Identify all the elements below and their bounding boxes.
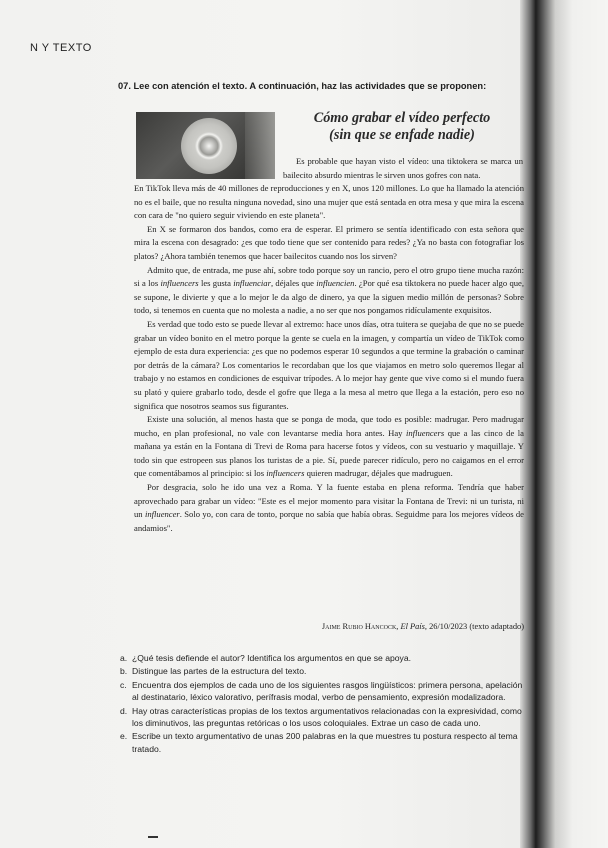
plate-image: [181, 118, 237, 174]
article-paragraph-1a: Es probable que hayan visto el vídeo: una tiktokera se marca un bailecito absurdo mientras le sirven unos gofres con nata.: [283, 156, 523, 180]
question-item: b. Distingue las partes de la estructura del texto.: [120, 666, 307, 677]
article-body: [134, 182, 524, 535]
article-paragraph-6: Por desgracia, solo he ido una vez a Roma. Y la fuente estaba en plena reforma. Tendría que haber aprovechado para grabar un vídeo: "Este es el mejor momento para visitar la Fontana de Trevi: ni un turista, ni un influencer. Solo yo, con cara de tonto, porque no sabía que había obras. Seguidme para los mejores vídeos de andamios".: [134, 482, 524, 533]
question-item: d. Hay otras características propias de los textos argumentativos relacionadas con la expresividad, como los diminutivos, las preguntas retóricas o los usos coloquiales. Extrae un caso de cada uno.: [120, 705, 522, 729]
article-paragraph-1b: En TikTok lleva más de 40 millones de reproducciones y en X, unos 120 millones. Lo que ha llamado la atención no es el baile, que no resulta ninguna novedad, sino una mujer que está sentada en otra mesa y que mira la escena con cara de "no quiero seguir viviendo en este planeta".: [134, 183, 524, 221]
question-list: [120, 652, 525, 756]
question-item: c. Encuentra dos ejemplos de cada uno de los siguientes rasgos lingüísticos: primera persona, apelación al destinatario, léxico valorativo, perífrasis modal, verbo de pensamiento, expresión modalizadora.: [120, 679, 523, 703]
question-item: a. ¿Qué tesis defiende el autor? Identifica los argumentos en que se apoya.: [120, 653, 411, 663]
article-citation: Jaime Rubio Hancock, El País, 26/10/2023 (texto adaptado): [321, 622, 524, 631]
article-title-line2: (sin que se enfade nadie): [329, 126, 475, 143]
activity-title: 07. Lee con atención el texto. A continuación, haz las actividades que se proponen:: [118, 81, 487, 91]
citation-date: , 26/10/2023 (texto adaptado): [424, 622, 524, 631]
citation-source: El País: [400, 622, 425, 631]
article-paragraph-3: Admito que, de entrada, me puse ahí, sobre todo porque soy un rancio, pero el otro grupo tiene mucha razón: si a los influencers les gusta influenciar, déjales que influencien. ¿Por qué esa tiktokera no puede hacer algo que, se supone, le divierte y que a lo mejor le da algo de dinero, ya que la siguen medio millón de personas? Sobre todo, si tenemos en cuenta que no molesta a nadie, a no ser que nos pongamos ridículamente exquisitos.: [134, 264, 524, 316]
article-photo: [136, 112, 275, 179]
article-paragraph-4: Es verdad que todo esto se puede llevar al extremo: hace unos días, otra tuitera se quejaba de que no se puede grabar un vídeo bonito en el metro porque la gente se cuela en la imagen, y compartía un vídeo de TikTok como ejemplo de esta dura experiencia: ¿es que no podemos esperar 10 segundos a que termine la grabación o caminar por detrás de la cámara? Los comentarios le recordaban que los que viajamos en metro solo queremos llegar al trabajo y no estamos en condiciones de esquivar trípodes. A lo mejor hay gente que vive como si el mundo fuera su plató y quiere grabarlo todo, desde el gofre que llega a la mesa al metro que llega a la estación, pero eso no significa que nosotros seamos sus figurantes.: [134, 318, 524, 411]
citation-author: Jaime Rubio Hancock: [321, 622, 397, 631]
article-title: [290, 110, 514, 143]
article-title-line1: Cómo grabar el vídeo perfecto: [313, 110, 491, 126]
question-item: e. Escribe un texto argumentativo de unas 200 palabras en la que muestres tu postura respecto al tema tratado.: [120, 731, 518, 754]
book-spine-shadow: [520, 0, 608, 848]
article-paragraph-2: En X se formaron dos bandos, como era de esperar. El primero se sentía identificado con esta señora que mira la escena con desagrado: ¿es que todo tiene que ser contenido para redes? ¿Ya no basta con fotografiar los platos? ¿Ahora también tenemos que hacer bailecitos cuando nos los sirven?: [134, 223, 524, 261]
section-header: N Y TEXTO: [30, 42, 92, 54]
page-footer-mark: [148, 836, 158, 838]
article-paragraph-5: Existe una solución, al menos hasta que se ponga de moda, que todo es posible: madrugar. Pero madrugar mucho, en plan profesional, no vale con levantarse media hora antes. Hay influencers que a las cinco de la mañana ya están en la Fontana di Trevi de Roma para hacerse fotos y vídeos, con su vestuario y maquillaje. Y todo sin que estropeen sus planos los turistas de a pie. Sí, puede parecer ridículo, pero no caigamos en el error que comentábamos al principio: si los influencers quieren madrugar, déjales que madruguen.: [134, 414, 524, 479]
